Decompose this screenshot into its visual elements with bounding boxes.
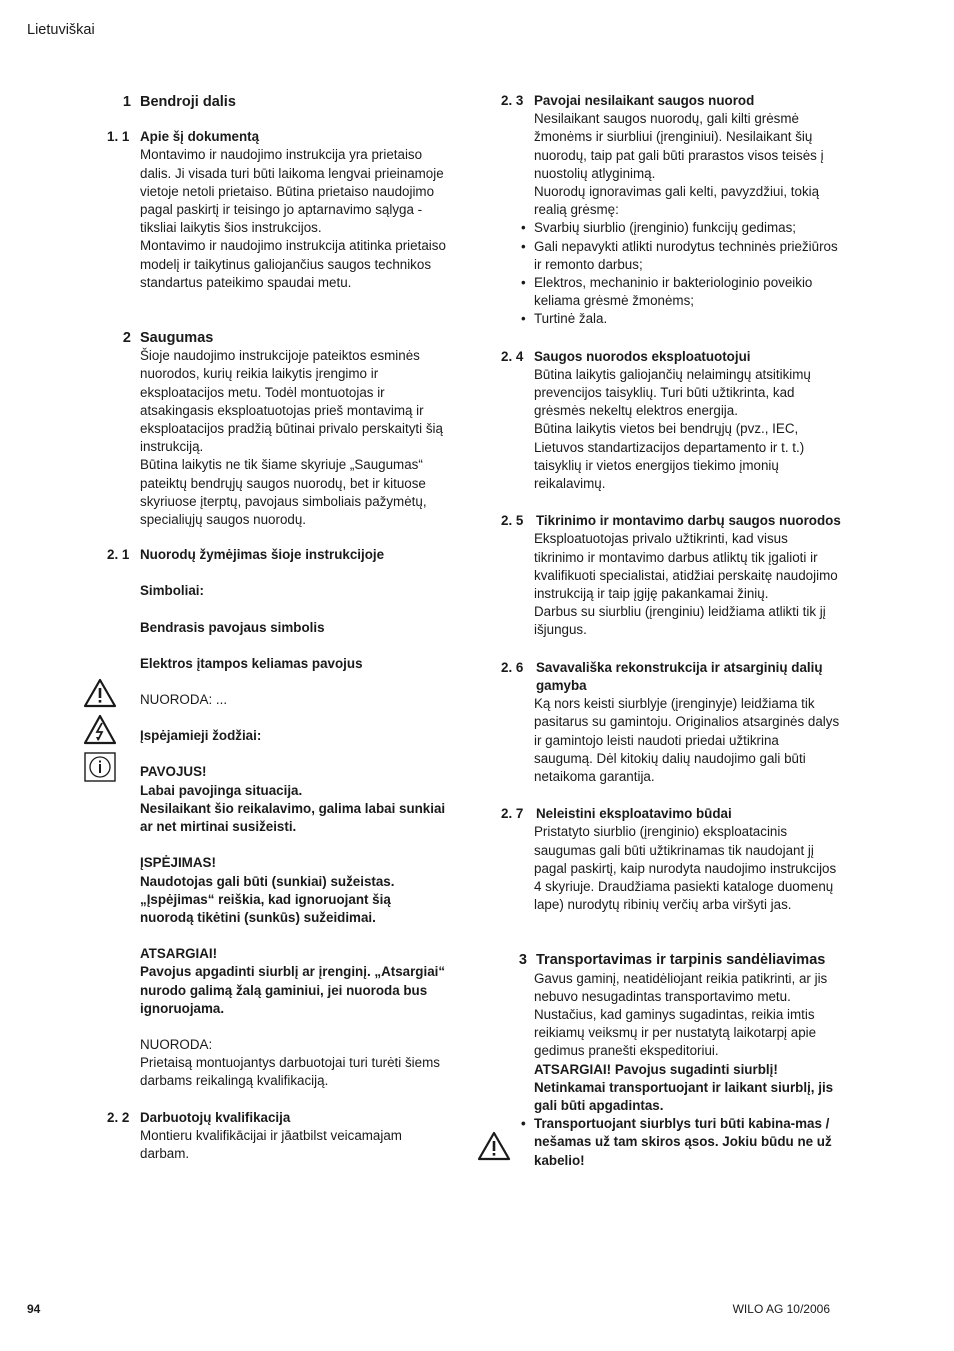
section-1-1-heading: 1. 1 Apie šį dokumentą	[107, 129, 260, 145]
danger-line-1: Labai pavojinga situacija.	[140, 782, 303, 798]
section-2-3-heading: 2. 3 Pavojai nesilaikant saugos nuorod	[501, 93, 755, 108]
section-1-heading: 1 Bendroji dalis	[122, 94, 236, 110]
list-item: • Transportuojant siurblys turi būti kabina-mas / nešamas už tam skiros ąsos. Jokiu būdu ne už kabelio!	[534, 1115, 841, 1170]
section-3-body	[534, 970, 841, 1170]
section-2-6-heading: 2. 6 Savavališka rekonstrukcija ir atsarginių dalių gamyba	[501, 659, 823, 693]
section-2-2-heading: 2. 2 Darbuotojų kvalifikacija	[107, 1109, 291, 1125]
note-label: NUORODA: ...	[140, 692, 228, 708]
section-2-7-heading: 2. 7 Neleistini eksploatavimo būdai	[501, 806, 732, 822]
section-2-4-body	[534, 366, 841, 493]
section-2-1-heading: 2. 1 Nuorodų žymėjimas šioje instrukcijoje	[107, 547, 385, 563]
general-danger-label: Bendrasis pavojaus simbolis	[140, 619, 325, 635]
danger-line-2: Nesilaikant šio reikalavimo, galima labai sunkiai ar net mirtinai susižeisti.	[140, 800, 446, 835]
section-2-5-body	[534, 530, 841, 639]
warning-title: ĮSPĖJIMAS!	[140, 855, 216, 871]
section-3-heading: 3 Transportavimas ir tarpinis sandėliavimas	[518, 952, 826, 969]
left-column	[107, 93, 447, 1163]
electric-hazard-icon	[83, 714, 117, 745]
right-column	[501, 92, 841, 1170]
section-2-4-heading: 2. 4 Saugos nuorodos eksploatuotojui	[501, 348, 751, 364]
paragraph: Gavus gaminį, neatidėliojant reikia patikrinti, ar jis nebuvo nesugadintas transportavimo metu. Nustačius, kad gaminys sugadintas, reikia imtis reikiamų veiksmų ir per nustatytą laikotarpį apie gedimus pranešti ekspeditoriui.	[534, 970, 828, 1059]
symbols-label: Simboliai:	[140, 583, 204, 599]
section-2-5-heading: 2. 5 Tikrinimo ir montavimo darbų saugos nuorodos	[501, 513, 841, 529]
paragraph: Nuorodų ignoravimas gali kelti, pavyzdžiui, tokią realią grėsmę:	[534, 184, 820, 218]
footer-company: WILO AG 10/2006	[732, 1302, 830, 1316]
language-label: Lietuviškai	[27, 22, 95, 38]
transport-list	[534, 1115, 841, 1170]
section-2-3-body	[534, 110, 841, 328]
list-item: • Svarbių siurblio (įrenginio) funkcijų gedimas;	[534, 219, 841, 237]
note2-text: Prietaisą montuojantys darbuotojai turi turėti šiems darbams reikalingą kvalifikaciją.	[140, 1055, 440, 1089]
section-2-6-body	[534, 695, 841, 786]
paragraph: Būtina laikytis ne tik šiame skyriuje „Saugumas“ pateiktų bendrųjų saugos nuorodų, bet ir kituose skyriuose įterptų, pavojaus simboliais pažymėtų, specialiųjų saugos nuorodų.	[140, 457, 427, 528]
paragraph: Pristatyto siurblio (įrenginio) eksploatacinis saugumas gali būti užtikrinamas tik naudojant jį pagal paskirtį, kaip nurodyta naudojimo instrukcijos 4 skyriuje. Draudžiama pasiekti kataloge duomenų lape) nurodytų ribinių verčių arba viršyti jas.	[534, 824, 837, 913]
paragraph: Būtina laikytis vietos bei bendrųjų (pvz., IEC, Lietuvos standartizacijos departamento ir t. t.) taisyklių ir vietos energijos tiekimo įmonių reikalavimų.	[534, 421, 805, 492]
paragraph: Būtina laikytis galiojančių nelaimingų atsitikimų prevencijos taisyklių. Turi būti užtikrinta, kad grėsmės nekeltų elektros energija.	[534, 366, 811, 419]
list-item: • Turtinė žala.	[534, 310, 841, 328]
paragraph: Nesilaikant saugos nuorodų, gali kilti grėsmė žmonėms ir siurbliui (įrenginiui). Nesilaikant šių nuorodų, taip pat gali būti prarastos visos teisės į nuostolių atlyginimą.	[534, 111, 824, 181]
warning-triangle-icon	[83, 678, 117, 708]
paragraph: Montieru kvalifikācijai ir jāatbilst veicamajam darbam.	[140, 1127, 402, 1161]
paragraph: Darbus su siurbliu (įrenginiu) leidžiama atlikti tik jį išjungus.	[534, 604, 826, 638]
signal-words-label: Įspėjamieji žodžiai:	[140, 728, 262, 744]
paragraph: Montavimo ir naudojimo instrukcija atitinka prietaiso modelį ir taikytinus galiojančius saugos technikos standartus pateikimo spaudai metu.	[140, 238, 446, 290]
section-2-7-body	[534, 823, 841, 914]
warning-triangle-icon	[477, 1131, 511, 1161]
section-1-1-body	[140, 146, 447, 292]
note2-title: NUORODA:	[140, 1036, 213, 1052]
caution-title: ATSARGIAI!	[140, 946, 218, 962]
caution-text: Pavojus apgadinti siurblį ar įrenginį. „Atsargiai“ nurodo galimą žalą gaminiui, jei nuoroda bus ignoruojama.	[140, 964, 446, 1016]
section-2-heading: 2 Saugumas	[122, 330, 214, 347]
paragraph: Montavimo ir naudojimo instrukcija yra prietaiso dalis. Ji visada turi būti laikoma lengvai prieinamoje vietoje netoli prietaiso. Būtina prietaiso naudojimo pagal paskirtį ir teisingo jo aptarnavimo sąlyga - tiksliai laikytis šios instrukcijos.	[140, 147, 444, 236]
section-2-2-body	[140, 1127, 447, 1163]
page-number: 94	[27, 1302, 41, 1316]
list-item: • Elektros, mechaninio ir bakteriologinio poveikio keliama grėsmė žmonėms;	[534, 274, 841, 310]
section-2-body	[140, 347, 447, 529]
paragraph: Šioje naudojimo instrukcijoje pateiktos esminės nuorodos, kurių reikia laikytis įrengimo ir eksploatacijos metu. Todėl montuotojas ir atsakingasis eksploatuotojas prieš montavimą ir eksploatacijos pradžią būtinai privalo perskaityti šią instrukciją.	[140, 348, 443, 455]
electric-danger-label: Elektros įtampos keliamas pavojus	[140, 655, 363, 671]
section-2-1-body	[140, 582, 447, 1090]
danger-title: PAVOJUS!	[140, 764, 207, 780]
risk-list	[534, 219, 841, 328]
warning-text: Naudotojas gali būti (sunkiai) sužeistas. „Įspėjimas“ reiškia, kad ignoruojant šią nuorodą tikėtini (sunkūs) sužeidimai.	[140, 873, 395, 925]
caution-text: ATSARGIAI! Pavojus sugadinti siurblį! Netinkamai transportuojant ir laikant siurblį, jis gali būti apgadintas.	[534, 1061, 834, 1113]
paragraph: Ką nors keisti siurblyje (įrenginyje) leidžiama tik pasitarus su gamintoju. Originalios atsarginės dalys ir gamintojo leisti naudoti priedai užtikrina saugumą. Dėl kitokių dalių naudojimo gali būti netaikoma garantija.	[534, 696, 840, 784]
list-item: • Gali nepavykti atlikti nurodytus techninės priežiūros ir remonto darbus;	[534, 238, 841, 274]
paragraph: Eksploatuotojas privalo užtikrinti, kad visus tikrinimo ir montavimo darbus atliktų tik įgalioti ir kvalifikuoti specialistai, atidžiai perskaitę naudojimo instrukciją ir taip įgiję pakankamai žinių.	[534, 531, 838, 602]
info-icon	[84, 752, 116, 782]
